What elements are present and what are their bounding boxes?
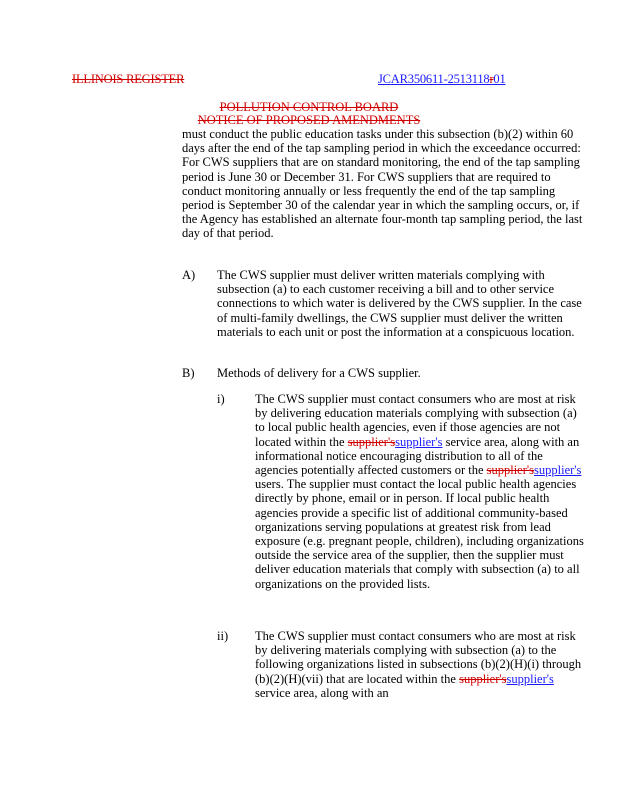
intro-paragraph: must conduct the public education tasks under this subsection (b)(2) within 60 days after the end of the tap sampling period in which the exceedance occurred: For CWS suppliers that are on standard monitoring, the end of the tap sampling period is June 30 or December 31. For CWS suppliers that are required to conduct monitoring annually or less frequently the end of the tap sampling period is September 30 of the calendar year in which the sampling occurs, or, if the Agency has established an alternate four-month tap sampling period, the last day of that period. [182,127,583,241]
para-ii-text-2: service area, along with an [255,685,389,700]
header-id-deleted: r [489,72,494,86]
header-register-name: ILLINOIS REGISTER [72,72,185,86]
paragraph-a: The CWS supplier must deliver written materials complying with subsection (a) to each customer receiving a bill and to other service connections to which water is delivered by the CWS supplier. In the case of multi-family dwellings, the CWS supplier must deliver the written materials to each unit or post the information at a conspicuous location. [217,268,582,339]
title-board: POLLUTION CONTROL BOARD [219,100,399,114]
label-b: B) [182,366,195,380]
label-i: i) [217,392,225,406]
inserted-text: supplier's [534,463,582,478]
inserted-text: supplier's [506,671,554,686]
inserted-text: supplier's [395,434,443,449]
label-a: A) [182,268,196,282]
paragraph-ii [255,629,585,700]
para-i-text-1: The CWS supplier must contact consumers who are most at risk by delivering education materials complying with subsection (a) to local public health agencies, even if those agencies are not located within the [255,392,577,449]
deleted-text: supplier's [347,434,396,449]
title-notice: NOTICE OF PROPOSED AMENDMENTS [197,113,421,127]
deleted-text: supplier's [486,463,535,478]
deleted-text: supplier's [459,671,507,686]
paragraph-i [255,392,585,591]
para-ii-text-1: The CWS supplier must contact consumers who are most at risk by delivering materials complying with subsection (a) to the following organizations listed in subsections (b)(2)(H)(i) through (b)(2)(H)(vii) that are located within the [255,629,582,686]
header-id-suffix: 01 [493,72,506,86]
header-document-id [378,72,506,87]
para-i-text-3: users. The supplier must contact the local public health agencies directly by phone, email or in person. If local public health agencies provide a specific list of additional community-based organizations serving populations at greatest risk from lead exposure (e.g. pregnant people, children), including organizations outside the service area of the supplier, then the supplier must deliver education materials that comply with subsection (a) to all organizations on the provided lists. [255,477,584,591]
header-id-base: JCAR350611-2513118 [378,72,490,86]
paragraph-b: Methods of delivery for a CWS supplier. [217,366,421,380]
label-ii: ii) [217,629,229,643]
para-i-text-2: service area, along with an informational notice encouraging distribution to all of the agencies potentially affected customers or the [255,434,580,478]
